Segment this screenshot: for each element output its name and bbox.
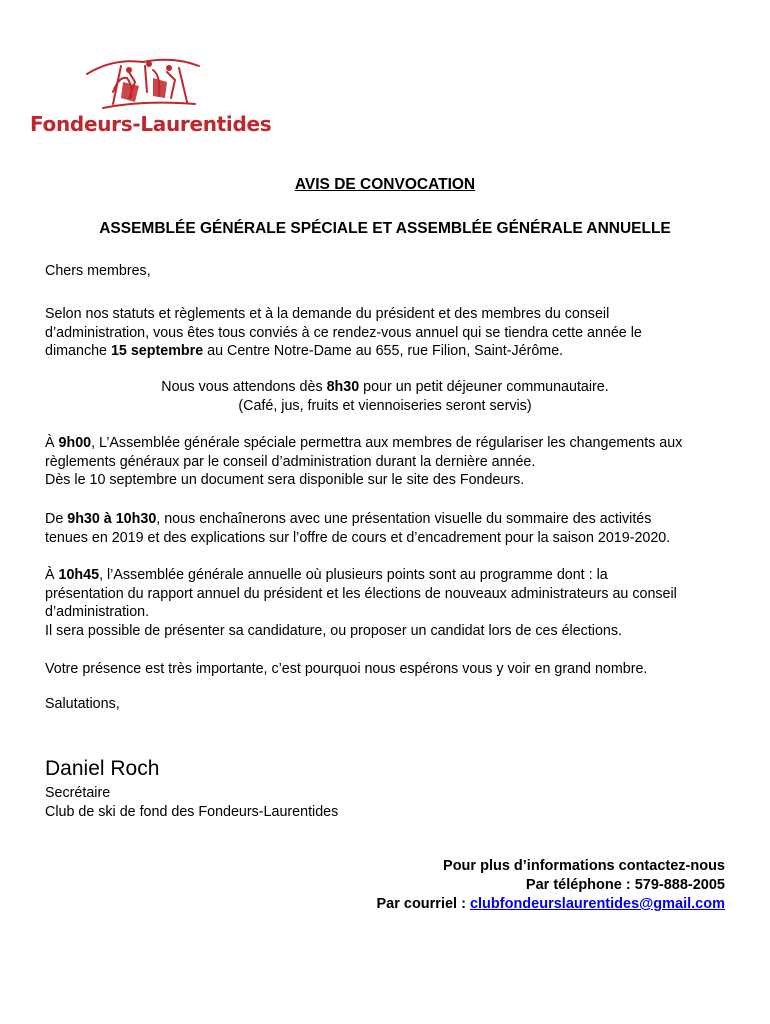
breakfast-text-a: Nous vous attendons dès (161, 379, 327, 395)
intro-text-a: dimanche (45, 343, 111, 359)
meeting-date: 15 septembre (110, 343, 204, 359)
annual-text-c: , l’Assemblée générale annuelle où plusieurs points sont au programme dont : la (99, 567, 608, 583)
closing: Salutations, (45, 696, 120, 712)
signature-role: Secrétaire (45, 785, 111, 801)
contact-block (225, 857, 725, 914)
skiers-logo-icon (83, 52, 203, 114)
special-line-1 (45, 434, 735, 453)
special-line-3: Dès le 10 septembre un document sera disponible sur le site des Fondeurs. (45, 472, 525, 488)
email-link[interactable]: clubfondeurslaurentides@gmail.com (469, 896, 725, 912)
annual-line-2: présentation du rapport annuel du président et les élections de nouveaux administrateurs au conseil (45, 585, 677, 602)
intro-line-1: Selon nos statuts et règlements et à la demande du président et des membres du conseil (45, 306, 610, 322)
signature-block (45, 784, 735, 821)
contact-email-line (225, 895, 725, 914)
contact-phone: Par téléphone : 579-888-2005 (525, 877, 725, 893)
page-subtitle: ASSEMBLÉE GÉNÉRALE SPÉCIALE ET ASSEMBLÉE GÉNÉRALE ANNUELLE (99, 220, 671, 237)
breakfast-line-1 (0, 378, 770, 397)
logo-text: Fondeurs-Laurentides (30, 112, 272, 136)
pres-line-2: tenues en 2019 et des explications sur l’offre de cours et d’encadrement pour la saison 2019-2020. (45, 529, 671, 546)
email-label: Par courriel : (376, 896, 470, 912)
breakfast-time: 8h30 (326, 379, 360, 395)
special-text-c: , L’Assemblée générale spéciale permettra aux membres de régulariser les changements aux (91, 435, 683, 451)
special-line-2: règlements généraux par le conseil d’administration durant la dernière année. (45, 453, 536, 470)
intro-line-3 (45, 342, 735, 361)
annual-line-4: Il sera possible de présenter sa candidature, ou proposer un candidat lors de ces élections. (45, 622, 622, 639)
annual-line-3: d’administration. (45, 604, 150, 620)
annual-assembly-paragraph (45, 566, 735, 640)
signature-org: Club de ski de fond des Fondeurs-Laurentides (45, 803, 339, 820)
presence-paragraph: Votre présence est très importante, c’est pourquoi nous espérons vous y voir en grand nombre. (45, 661, 648, 677)
presentation-paragraph (45, 510, 735, 547)
pres-text-c: , nous enchaînerons avec une présentation visuelle du sommaire des activités (156, 511, 652, 527)
logo (28, 52, 272, 142)
pres-text-a: De (45, 511, 68, 527)
special-time: 9h00 (58, 435, 92, 451)
special-assembly-paragraph (45, 434, 735, 490)
signature-name: Daniel Roch (45, 757, 160, 780)
intro-text-c: au Centre Notre-Dame au 655, rue Filion, Saint-Jérôme. (203, 343, 564, 359)
page-title: AVIS DE CONVOCATION (294, 176, 476, 193)
contact-line-1: Pour plus d’informations contactez-nous (443, 858, 725, 874)
annual-line-1 (45, 566, 735, 585)
breakfast-text-c: pour un petit déjeuner communautaire. (359, 379, 609, 395)
annual-time: 10h45 (58, 567, 100, 583)
greeting: Chers membres, (45, 263, 151, 279)
pres-line-1 (45, 510, 735, 529)
breakfast-line-2: (Café, jus, fruits et viennoiseries seront servis) (238, 397, 532, 414)
intro-line-2: d’administration, vous êtes tous conviés à ce rendez-vous annuel qui se tiendra cette année le (45, 324, 642, 341)
special-text-a: À (45, 435, 59, 451)
pres-time: 9h30 à 10h30 (67, 511, 157, 527)
intro-paragraph (45, 305, 735, 361)
breakfast-paragraph (0, 378, 770, 415)
annual-text-a: À (45, 567, 59, 583)
